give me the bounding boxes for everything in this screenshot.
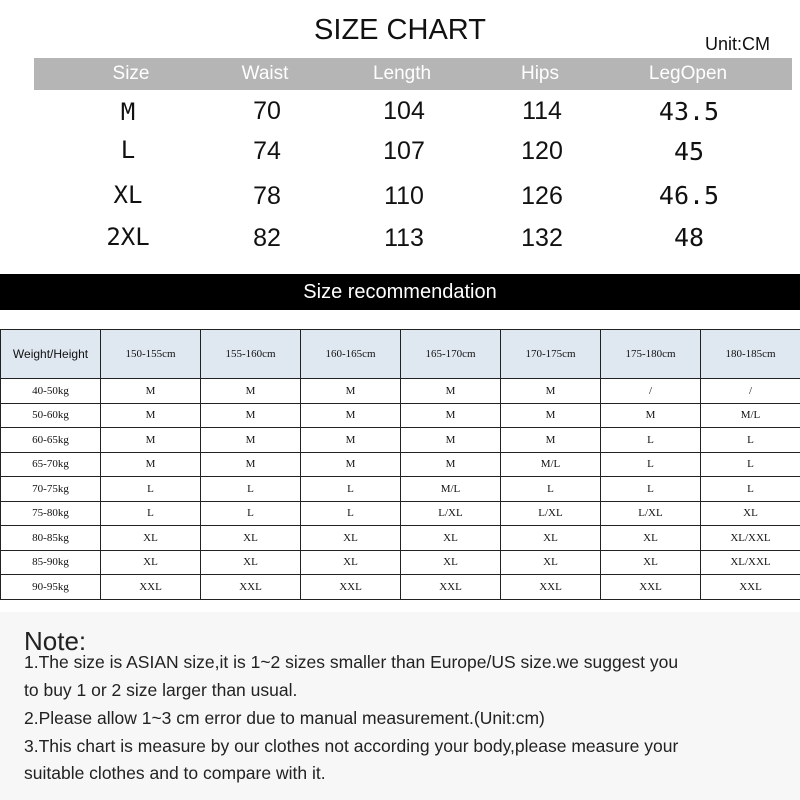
size-recommendation-cell: XXL <box>701 575 800 600</box>
length-cell: 113 <box>384 224 424 252</box>
table-row <box>1 526 800 551</box>
size-recommendation-cell: XXL <box>401 575 501 600</box>
hips-cell: 126 <box>521 182 563 210</box>
height-header: 180-185cm <box>701 330 800 379</box>
size-recommendation-cell: L <box>101 477 201 502</box>
size-recommendation-cell: XXL <box>101 575 201 600</box>
length-cell: 104 <box>383 97 425 125</box>
weight-cell: 75-80kg <box>1 501 101 526</box>
size-recommendation-cell: XL <box>301 550 401 575</box>
size-recommendation-cell: L/XL <box>401 501 501 526</box>
legopen-cell: 43.5 <box>658 97 720 126</box>
note-line: 1.The size is ASIAN size,it is 1~2 sizes smaller than Europe/US size.we suggest you <box>24 652 679 672</box>
size-recommendation-cell: XXL <box>301 575 401 600</box>
height-header: 160-165cm <box>301 330 401 379</box>
note-title: Note: <box>24 626 87 656</box>
note-line: 2.Please allow 1~3 cm error due to manual measurement.(Unit:cm) <box>24 708 545 728</box>
size-recommendation-cell: XL <box>601 526 701 551</box>
size-recommendation-cell: XL <box>701 501 800 526</box>
size-recommendation-cell: M <box>301 452 401 477</box>
size-recommendation-cell: XXL <box>201 575 301 600</box>
size-cell: M <box>120 98 136 126</box>
weight-cell: 90-95kg <box>1 575 101 600</box>
size-recommendation-cell: L <box>601 477 701 502</box>
size-recommendation-cell: / <box>601 379 701 404</box>
size-recommendation-cell: XL/XXL <box>701 550 800 575</box>
size-recommendation-cell: L <box>101 501 201 526</box>
size-recommendation-cell: M <box>201 379 301 404</box>
legopen-cell: 46.5 <box>658 181 720 210</box>
waist-cell: 82 <box>253 224 281 252</box>
table-row <box>1 379 800 404</box>
header-waist: Waist <box>241 63 289 84</box>
weight-cell: 70-75kg <box>1 477 101 502</box>
header-size: Size <box>112 63 150 84</box>
legopen-cell: 45 <box>673 137 705 166</box>
weight-cell: 40-50kg <box>1 379 101 404</box>
height-header: 165-170cm <box>401 330 501 379</box>
table-row <box>1 428 800 453</box>
table-row <box>1 550 800 575</box>
length-cell: 110 <box>384 182 424 210</box>
size-recommendation-cell: M/L <box>401 477 501 502</box>
size-recommendation-cell: M/L <box>701 403 800 428</box>
size-recommendation-cell: / <box>701 379 800 404</box>
size-recommendation-cell: XL <box>501 550 601 575</box>
size-recommendation-cell: L <box>601 428 701 453</box>
size-recommendation-cell: M <box>401 403 501 428</box>
size-recommendation-cell: M <box>501 428 601 453</box>
size-recommendation-cell: M <box>401 452 501 477</box>
size-recommendation-table <box>0 329 800 600</box>
weight-cell: 65-70kg <box>1 452 101 477</box>
table-header-row <box>1 330 800 379</box>
size-recommendation-cell: XL <box>501 526 601 551</box>
unit-label: Unit:CM <box>704 34 770 54</box>
note-line: suitable clothes and to compare with it. <box>24 763 326 783</box>
size-recommendation-banner: Size recommendation <box>0 274 800 310</box>
weight-cell: 50-60kg <box>1 403 101 428</box>
size-recommendation-cell: L <box>301 477 401 502</box>
size-recommendation-cell: L <box>601 452 701 477</box>
size-recommendation-cell: M <box>101 379 201 404</box>
size-recommendation-cell: M <box>201 403 301 428</box>
note-line: 3.This chart is measure by our clothes not according your body,please measure your <box>24 736 679 756</box>
weight-cell: 80-85kg <box>1 526 101 551</box>
size-recommendation-cell: L <box>301 501 401 526</box>
length-cell: 107 <box>383 137 425 165</box>
size-cell: 2XL <box>106 223 150 251</box>
size-cell: XL <box>113 181 143 209</box>
header-legopen: LegOpen <box>648 63 728 84</box>
size-recommendation-cell: XXL <box>501 575 601 600</box>
size-chart-title: SIZE CHART <box>314 14 486 46</box>
size-recommendation-cell: M <box>501 379 601 404</box>
size-recommendation-cell: L <box>501 477 601 502</box>
size-recommendation-cell: M/L <box>501 452 601 477</box>
table-row <box>1 575 800 600</box>
size-recommendation-cell: M <box>301 403 401 428</box>
size-recommendation-cell: L <box>701 428 800 453</box>
table-row <box>1 452 800 477</box>
size-recommendation-cell: XL <box>301 526 401 551</box>
header-length: Length <box>372 63 432 84</box>
size-recommendation-cell: XL <box>201 526 301 551</box>
size-recommendation-cell: L <box>701 477 800 502</box>
height-header: 150-155cm <box>101 330 201 379</box>
size-recommendation-cell: XXL <box>601 575 701 600</box>
size-recommendation-cell: M <box>101 452 201 477</box>
size-recommendation-cell: XL/XXL <box>701 526 800 551</box>
height-header: 155-160cm <box>201 330 301 379</box>
size-recommendation-cell: L <box>201 477 301 502</box>
size-recommendation-cell: M <box>301 428 401 453</box>
size-recommendation-cell: XL <box>201 550 301 575</box>
size-recommendation-cell: M <box>101 403 201 428</box>
table-row <box>1 403 800 428</box>
size-recommendation-cell: L <box>701 452 800 477</box>
size-recommendation-cell: M <box>401 428 501 453</box>
size-recommendation-cell: XL <box>601 550 701 575</box>
header-hips: Hips <box>520 63 559 84</box>
size-cell: L <box>120 136 136 164</box>
legopen-cell: 48 <box>673 223 705 252</box>
size-recommendation-cell: XL <box>401 550 501 575</box>
size-recommendation-cell: XL <box>401 526 501 551</box>
size-recommendation-cell: M <box>201 428 301 453</box>
waist-cell: 78 <box>253 182 281 210</box>
weight-height-header: Weight/Height <box>1 330 101 379</box>
size-recommendation-cell: XL <box>101 526 201 551</box>
size-recommendation-cell: M <box>501 403 601 428</box>
size-recommendation-cell: L/XL <box>501 501 601 526</box>
weight-cell: 85-90kg <box>1 550 101 575</box>
size-recommendation-cell: M <box>101 428 201 453</box>
weight-cell: 60-65kg <box>1 428 101 453</box>
hips-cell: 132 <box>521 224 563 252</box>
table-row <box>1 501 800 526</box>
height-header: 175-180cm <box>601 330 701 379</box>
size-recommendation-cell: M <box>601 403 701 428</box>
waist-cell: 70 <box>253 97 281 125</box>
size-recommendation-cell: XL <box>101 550 201 575</box>
size-recommendation-cell: L/XL <box>601 501 701 526</box>
table-row <box>1 477 800 502</box>
waist-cell: 74 <box>253 137 281 165</box>
size-recommendation-cell: L <box>201 501 301 526</box>
size-recommendation-cell: M <box>401 379 501 404</box>
size-recommendation-cell: M <box>201 452 301 477</box>
note-line: to buy 1 or 2 size larger than usual. <box>24 680 298 700</box>
hips-cell: 120 <box>521 137 563 165</box>
hips-cell: 114 <box>522 97 562 125</box>
size-chart-header <box>34 58 792 90</box>
height-header: 170-175cm <box>501 330 601 379</box>
size-recommendation-cell: M <box>301 379 401 404</box>
